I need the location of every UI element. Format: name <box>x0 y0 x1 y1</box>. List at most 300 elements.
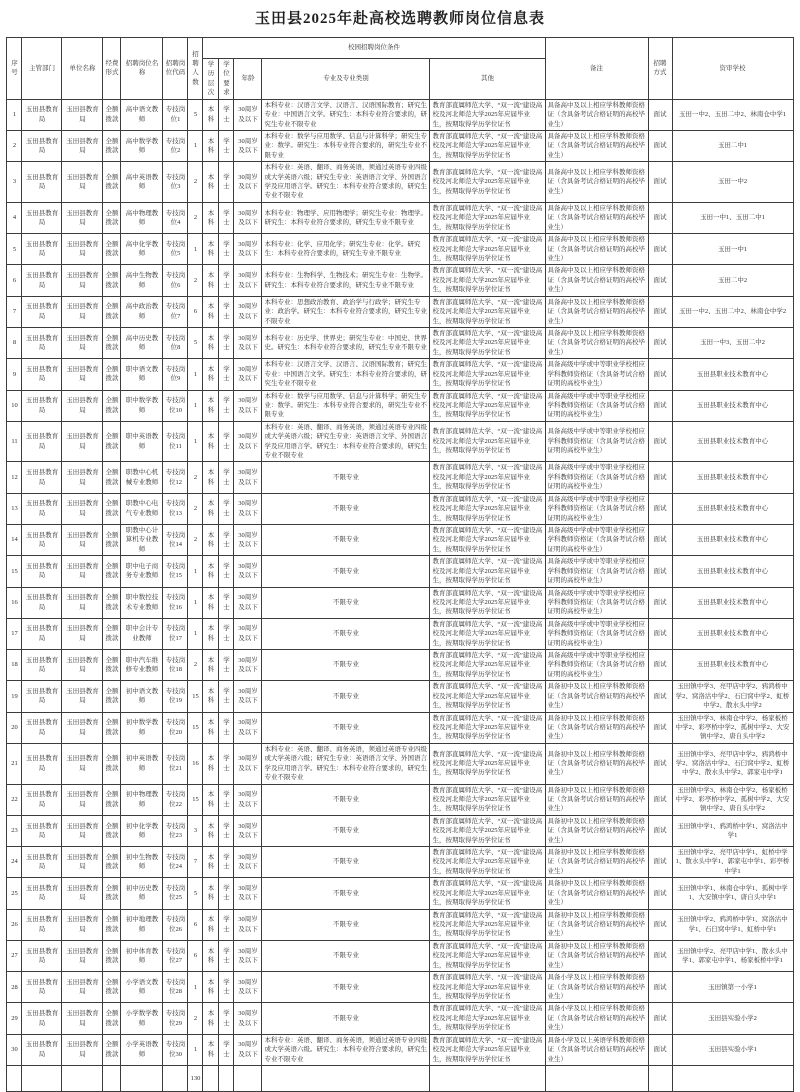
cell-unit: 玉田县教育局 <box>62 712 103 743</box>
cell-remark: 具备初中及以上相应学科教师资格证（含具备考试合格证明的高校毕业生） <box>545 681 648 712</box>
cell-other: 教育部直属师范大学、“双一流”建设高校及河北师范大学2025年应届毕业生，按期取得学历学位证书 <box>430 390 545 421</box>
cell-unit: 玉田县教育局 <box>62 234 103 265</box>
cell-degree: 学士 <box>219 556 234 587</box>
cell-degree: 学士 <box>219 878 234 909</box>
cell-method: 面试 <box>648 1034 672 1065</box>
cell-no: 17 <box>7 618 22 649</box>
cell-school: 玉田县职业技术教育中心 <box>672 556 793 587</box>
cell-unit: 玉田县教育局 <box>62 99 103 130</box>
cell-no: 6 <box>7 265 22 296</box>
col-header-age: 年龄 <box>234 59 262 100</box>
cell-age: 30周岁及以下 <box>234 847 262 878</box>
cell-major: 本科专业：英语、翻译、商务英语，须通过英语专业四级或大学英语六级。研究生：本科专业符合要求的，研究生专业不限专业 <box>262 1034 430 1065</box>
cell-fund: 全额拨款 <box>103 1034 121 1065</box>
cell-dept: 玉田县教育局 <box>22 972 62 1003</box>
cell-remark: 具备高级中学或中等职业学校相应学科教师资格证（含具备考试合格证明的高校毕业生） <box>545 493 648 524</box>
cell-name: 职中会计专业教师 <box>121 618 163 649</box>
cell-major: 不限专业 <box>262 815 430 846</box>
cell-remark: 具备高级中学或中等职业学校相应学科教师资格证（含具备考试合格证明的高校毕业生） <box>545 462 648 493</box>
cell-age: 30周岁及以下 <box>234 493 262 524</box>
cell-degree: 学士 <box>219 390 234 421</box>
cell-age: 30周岁及以下 <box>234 265 262 296</box>
cell-unit: 玉田县教育局 <box>62 1003 103 1034</box>
cell-school: 玉田二中2 <box>672 265 793 296</box>
cell-dept: 玉田县教育局 <box>22 524 62 555</box>
cell-dept: 玉田县教育局 <box>22 878 62 909</box>
cell-method: 面试 <box>648 202 672 233</box>
cell-code: 专技岗位4 <box>163 202 188 233</box>
cell-other: 教育部直属师范大学、“双一流”建设高校及河北师范大学2025年应届毕业生，按期取得学历学位证书 <box>430 556 545 587</box>
cell-school: 玉田一中3、玉田二中2 <box>672 327 793 358</box>
table-body <box>7 99 793 1065</box>
cell-name: 初中地理教师 <box>121 909 163 940</box>
table-row <box>7 265 793 296</box>
cell-age: 30周岁及以下 <box>234 327 262 358</box>
cell-count: 2 <box>188 650 203 681</box>
cell-fund: 全额拨款 <box>103 556 121 587</box>
cell-count: 3 <box>188 815 203 846</box>
cell-fund: 全额拨款 <box>103 650 121 681</box>
cell-code: 专技岗位21 <box>163 743 188 784</box>
cell-other: 教育部直属师范大学、“双一流”建设高校及河北师范大学2025年应届毕业生，按期取得学历学位证书 <box>430 815 545 846</box>
total-empty-cell <box>203 1065 219 1091</box>
cell-method: 面试 <box>648 162 672 203</box>
cell-major: 不限专业 <box>262 847 430 878</box>
total-empty-cell <box>22 1065 62 1091</box>
cell-count: 5 <box>188 878 203 909</box>
cell-major: 本科专业：思想政治教育、政治学与行政学；研究生专业：政治学。研究生：本科专业符合要求的，研究生专业不限专业 <box>262 296 430 327</box>
cell-fund: 全额拨款 <box>103 909 121 940</box>
cell-code: 专技岗位16 <box>163 587 188 618</box>
cell-fund: 全额拨款 <box>103 878 121 909</box>
col-header-other: 其他 <box>430 59 545 100</box>
col-header-major: 专业及专业类别 <box>262 59 430 100</box>
cell-count: 6 <box>188 909 203 940</box>
cell-age: 30周岁及以下 <box>234 1034 262 1065</box>
cell-name: 职中数控技术专业教师 <box>121 587 163 618</box>
cell-method: 面试 <box>648 390 672 421</box>
cell-major: 本科专业：生物科学、生物技术；研究生专业：生物学。研究生：本科专业符合要求的，研究生专业不限专业 <box>262 265 430 296</box>
cell-fund: 全额拨款 <box>103 681 121 712</box>
cell-other: 教育部直属师范大学、“双一流”建设高校及河北师范大学2025年应届毕业生，按期取得学历学位证书 <box>430 524 545 555</box>
cell-no: 10 <box>7 390 22 421</box>
cell-school: 玉田一中2 <box>672 162 793 203</box>
cell-count: 15 <box>188 681 203 712</box>
cell-dept: 玉田县教育局 <box>22 909 62 940</box>
cell-other: 教育部直属师范大学、“双一流”建设高校及河北师范大学2025年应届毕业生，按期取得学历学位证书 <box>430 296 545 327</box>
cell-name: 初中体育教师 <box>121 940 163 971</box>
cell-code: 专技岗位12 <box>163 462 188 493</box>
cell-method: 面试 <box>648 712 672 743</box>
cell-method: 面试 <box>648 650 672 681</box>
total-empty-cell <box>545 1065 648 1091</box>
cell-name: 高中数学教师 <box>121 130 163 161</box>
cell-other: 教育部直属师范大学、“双一流”建设高校及河北师范大学2025年应届毕业生，按期取得学历学位证书 <box>430 743 545 784</box>
cell-other: 教育部直属师范大学、“双一流”建设高校及河北师范大学2025年应届毕业生，按期取得学历学位证书 <box>430 421 545 462</box>
cell-remark: 具备小学及以上英语学科教师资格证（含具备考试合格证明的高校毕业生） <box>545 1034 648 1065</box>
cell-remark: 具备高级中学或中等职业学校相应学科教师资格证（含具备考试合格证明的高校毕业生） <box>545 587 648 618</box>
cell-remark: 具备高级中学或中等职业学校相应学科教师资格证（含具备考试合格证明的高校毕业生） <box>545 359 648 390</box>
cell-remark: 具备高级中学或中等职业学校相应学科教师资格证（含具备考试合格证明的高校毕业生） <box>545 556 648 587</box>
cell-method: 面试 <box>648 556 672 587</box>
cell-count: 1 <box>188 556 203 587</box>
cell-name: 小学语文教师 <box>121 972 163 1003</box>
cell-school: 玉田县职业技术教育中心 <box>672 524 793 555</box>
cell-dept: 玉田县教育局 <box>22 556 62 587</box>
table-header <box>7 38 793 100</box>
cell-dept: 玉田县教育局 <box>22 265 62 296</box>
cell-dept: 玉田县教育局 <box>22 1034 62 1065</box>
cell-edu: 本科 <box>203 202 219 233</box>
cell-unit: 玉田县教育局 <box>62 462 103 493</box>
cell-school: 玉田一中1、玉田二中1 <box>672 202 793 233</box>
cell-code: 专技岗位15 <box>163 556 188 587</box>
cell-edu: 本科 <box>203 162 219 203</box>
cell-method: 面试 <box>648 1003 672 1034</box>
col-header-remark: 备注 <box>545 38 648 100</box>
cell-name: 职中语文教师 <box>121 359 163 390</box>
cell-unit: 玉田县教育局 <box>62 1034 103 1065</box>
col-header-position-name: 招聘岗位名称 <box>121 38 163 100</box>
cell-name: 高中英语教师 <box>121 162 163 203</box>
cell-count: 2 <box>188 524 203 555</box>
cell-name: 职中英语教师 <box>121 421 163 462</box>
cell-count: 1 <box>188 1034 203 1065</box>
cell-remark: 具备高中及以上相应学科教师资格证（含具备考试合格证明的高校毕业生） <box>545 202 648 233</box>
cell-school: 玉田县实验小学1 <box>672 1034 793 1065</box>
col-header-dept: 主管部门 <box>22 38 62 100</box>
cell-code: 专技岗位22 <box>163 784 188 815</box>
cell-unit: 玉田县教育局 <box>62 162 103 203</box>
cell-name: 初中物理教师 <box>121 784 163 815</box>
cell-remark: 具备高中及以上相应学科教师资格证（含具备考试合格证明的高校毕业生） <box>545 296 648 327</box>
cell-count: 2 <box>188 462 203 493</box>
table-row <box>7 390 793 421</box>
cell-name: 职中数学教师 <box>121 390 163 421</box>
col-header-no: 序号 <box>7 38 22 100</box>
cell-edu: 本科 <box>203 234 219 265</box>
cell-other: 教育部直属师范大学、“双一流”建设高校及河北师范大学2025年应届毕业生，按期取得学历学位证书 <box>430 909 545 940</box>
cell-unit: 玉田县教育局 <box>62 202 103 233</box>
cell-fund: 全额拨款 <box>103 234 121 265</box>
table-row <box>7 99 793 130</box>
cell-method: 面试 <box>648 909 672 940</box>
cell-major: 不限专业 <box>262 1003 430 1034</box>
cell-school: 玉田镇中学3、亮甲店中学2、鸦鸿桥中学2、窝洛沽中学2、石臼窝中学2、虹桥中学2、散水头中学2 <box>672 681 793 712</box>
cell-degree: 学士 <box>219 743 234 784</box>
cell-edu: 本科 <box>203 743 219 784</box>
cell-edu: 本科 <box>203 847 219 878</box>
cell-school: 玉田镇中学2、亮甲店中学1、虹桥中学1、散水头中学1、郭家屯中学1、彩亭桥中学1 <box>672 847 793 878</box>
cell-no: 7 <box>7 296 22 327</box>
cell-fund: 全额拨款 <box>103 265 121 296</box>
col-header-count: 招聘人数 <box>188 38 203 100</box>
cell-unit: 玉田县教育局 <box>62 524 103 555</box>
cell-age: 30周岁及以下 <box>234 162 262 203</box>
cell-degree: 学士 <box>219 296 234 327</box>
cell-age: 30周岁及以下 <box>234 524 262 555</box>
cell-major: 不限专业 <box>262 909 430 940</box>
cell-no: 11 <box>7 421 22 462</box>
cell-degree: 学士 <box>219 421 234 462</box>
cell-fund: 全额拨款 <box>103 390 121 421</box>
cell-remark: 具备小学及以上相应学科教师资格证（含具备考试合格证明的高校毕业生） <box>545 1003 648 1034</box>
table-row <box>7 202 793 233</box>
cell-count: 15 <box>188 712 203 743</box>
cell-degree: 学士 <box>219 162 234 203</box>
cell-school: 玉田镇中学3、林南仓中学2、杨家板桥中学2、彩亭桥中学2、孤树中学2、大安镇中学2、唐自头中学2 <box>672 784 793 815</box>
cell-school: 玉田一中2、玉田二中2、林南仓中学2 <box>672 296 793 327</box>
cell-code: 专技岗位14 <box>163 524 188 555</box>
cell-remark: 具备高级中学或中等职业学校相应学科教师资格证（含具备考试合格证明的高校毕业生） <box>545 650 648 681</box>
cell-major: 不限专业 <box>262 972 430 1003</box>
cell-method: 面试 <box>648 462 672 493</box>
cell-remark: 具备高级中学或中等职业学校相应学科教师资格证（含具备考试合格证明的高校毕业生） <box>545 421 648 462</box>
cell-method: 面试 <box>648 618 672 649</box>
cell-age: 30周岁及以下 <box>234 815 262 846</box>
cell-count: 1 <box>188 234 203 265</box>
cell-no: 14 <box>7 524 22 555</box>
cell-other: 教育部直属师范大学、“双一流”建设高校及河北师范大学2025年应届毕业生，按期取得学历学位证书 <box>430 650 545 681</box>
table-row <box>7 681 793 712</box>
table-row <box>7 712 793 743</box>
cell-no: 30 <box>7 1034 22 1065</box>
cell-no: 29 <box>7 1003 22 1034</box>
cell-other: 教育部直属师范大学、“双一流”建设高校及河北师范大学2025年应届毕业生，按期取得学历学位证书 <box>430 234 545 265</box>
table-row <box>7 743 793 784</box>
cell-name: 小学数学教师 <box>121 1003 163 1034</box>
cell-code: 专技岗位28 <box>163 972 188 1003</box>
cell-name: 初中历史教师 <box>121 878 163 909</box>
col-header-education: 学历层次 <box>203 59 219 100</box>
cell-school: 玉田镇第一小学1 <box>672 972 793 1003</box>
cell-school: 玉田县职业技术教育中心 <box>672 650 793 681</box>
cell-school: 玉田镇中学1、鸦鸿桥中学1、窝洛沽中学1 <box>672 815 793 846</box>
cell-method: 面试 <box>648 99 672 130</box>
cell-edu: 本科 <box>203 130 219 161</box>
cell-edu: 本科 <box>203 712 219 743</box>
cell-other: 教育部直属师范大学、“双一流”建设高校及河北师范大学2025年应届毕业生，按期取得学历学位证书 <box>430 878 545 909</box>
table-row <box>7 493 793 524</box>
cell-method: 面试 <box>648 524 672 555</box>
cell-degree: 学士 <box>219 618 234 649</box>
cell-no: 12 <box>7 462 22 493</box>
cell-name: 职教中心计算机专业教师 <box>121 524 163 555</box>
table-row <box>7 878 793 909</box>
cell-major: 不限专业 <box>262 784 430 815</box>
table-row <box>7 815 793 846</box>
cell-count: 1 <box>188 359 203 390</box>
cell-dept: 玉田县教育局 <box>22 587 62 618</box>
cell-edu: 本科 <box>203 462 219 493</box>
cell-remark: 具备高中及以上相应学科教师资格证（含具备考试合格证明的高校毕业生） <box>545 265 648 296</box>
cell-degree: 学士 <box>219 234 234 265</box>
cell-fund: 全额拨款 <box>103 972 121 1003</box>
cell-major: 不限专业 <box>262 524 430 555</box>
cell-no: 26 <box>7 909 22 940</box>
cell-other: 教育部直属师范大学、“双一流”建设高校及河北师范大学2025年应届毕业生，按期取得学历学位证书 <box>430 784 545 815</box>
cell-fund: 全额拨款 <box>103 327 121 358</box>
cell-other: 教育部直属师范大学、“双一流”建设高校及河北师范大学2025年应届毕业生，按期取得学历学位证书 <box>430 972 545 1003</box>
cell-school: 玉田县职业技术教育中心 <box>672 421 793 462</box>
cell-unit: 玉田县教育局 <box>62 327 103 358</box>
cell-other: 教育部直属师范大学、“双一流”建设高校及河北师范大学2025年应届毕业生，按期取得学历学位证书 <box>430 940 545 971</box>
cell-method: 面试 <box>648 327 672 358</box>
cell-count: 2 <box>188 265 203 296</box>
cell-method: 面试 <box>648 234 672 265</box>
table-row <box>7 909 793 940</box>
cell-edu: 本科 <box>203 681 219 712</box>
cell-name: 职中电子商务专业教师 <box>121 556 163 587</box>
cell-degree: 学士 <box>219 681 234 712</box>
cell-code: 专技岗位5 <box>163 234 188 265</box>
cell-name: 初中数学教师 <box>121 712 163 743</box>
cell-code: 专技岗位7 <box>163 296 188 327</box>
cell-other: 教育部直属师范大学、“双一流”建设高校及河北师范大学2025年应届毕业生，按期取得学历学位证书 <box>430 587 545 618</box>
table-row <box>7 462 793 493</box>
cell-unit: 玉田县教育局 <box>62 587 103 618</box>
cell-no: 1 <box>7 99 22 130</box>
cell-degree: 学士 <box>219 784 234 815</box>
cell-code: 专技岗位3 <box>163 162 188 203</box>
cell-code: 专技岗位1 <box>163 99 188 130</box>
cell-school: 玉田县职业技术教育中心 <box>672 359 793 390</box>
cell-remark: 具备初中及以上相应学科教师资格证（含具备考试合格证明的高校毕业生） <box>545 847 648 878</box>
cell-age: 30周岁及以下 <box>234 556 262 587</box>
cell-degree: 学士 <box>219 847 234 878</box>
cell-fund: 全额拨款 <box>103 743 121 784</box>
cell-school: 玉田镇中学1、林南仓中学1、孤树中学1、大安镇中学1、唐自头中学1 <box>672 878 793 909</box>
cell-count: 6 <box>188 296 203 327</box>
cell-fund: 全额拨款 <box>103 130 121 161</box>
table-row <box>7 940 793 971</box>
cell-age: 30周岁及以下 <box>234 390 262 421</box>
table-row <box>7 524 793 555</box>
cell-code: 专技岗位11 <box>163 421 188 462</box>
col-header-unit: 单位名称 <box>62 38 103 100</box>
cell-remark: 具备高中及以上相应学科教师资格证（含具备考试合格证明的高校毕业生） <box>545 327 648 358</box>
cell-other: 教育部直属师范大学、“双一流”建设高校及河北师范大学2025年应届毕业生，按期取得学历学位证书 <box>430 99 545 130</box>
cell-edu: 本科 <box>203 618 219 649</box>
cell-dept: 玉田县教育局 <box>22 202 62 233</box>
cell-age: 30周岁及以下 <box>234 784 262 815</box>
cell-school: 玉田镇中学2、亮甲店中学1、散水头中学1、郭家屯中学1、杨家板桥中学1 <box>672 940 793 971</box>
table-row <box>7 327 793 358</box>
cell-count: 1 <box>188 587 203 618</box>
cell-count: 7 <box>188 847 203 878</box>
cell-dept: 玉田县教育局 <box>22 462 62 493</box>
cell-code: 专技岗位10 <box>163 390 188 421</box>
cell-remark: 具备高中及以上相应学科教师资格证（含具备考试合格证明的高校毕业生） <box>545 162 648 203</box>
cell-method: 面试 <box>648 847 672 878</box>
table-row <box>7 556 793 587</box>
cell-age: 30周岁及以下 <box>234 712 262 743</box>
cell-count: 2 <box>188 202 203 233</box>
cell-name: 初中语文教师 <box>121 681 163 712</box>
cell-major: 本科专业：数学与应用数学、信息与计算科学；研究生专业：数学。研究生：本科专业符合要求的，研究生专业不限专业 <box>262 130 430 161</box>
cell-count: 2 <box>188 493 203 524</box>
cell-major: 不限专业 <box>262 462 430 493</box>
cell-edu: 本科 <box>203 878 219 909</box>
cell-major: 本科专业：汉语言文学、汉语言、汉语国际教育；研究生专业：中国语言文学。研究生：本科专业符合要求的，研究生专业不限专业 <box>262 99 430 130</box>
cell-code: 专技岗位19 <box>163 681 188 712</box>
cell-dept: 玉田县教育局 <box>22 130 62 161</box>
cell-code: 专技岗位29 <box>163 1003 188 1034</box>
cell-unit: 玉田县教育局 <box>62 421 103 462</box>
table-row <box>7 234 793 265</box>
cell-degree: 学士 <box>219 524 234 555</box>
cell-other: 教育部直属师范大学、“双一流”建设高校及河北师范大学2025年应届毕业生，按期取得学历学位证书 <box>430 618 545 649</box>
col-header-fund: 经费形式 <box>103 38 121 100</box>
cell-major: 本科专业：英语、翻译、商务英语，须通过英语专业四级或大学英语六级；研究生专业：英语语言文学、外国语言学及应用语言学。研究生：本科专业符合要求的，研究生专业不限专业 <box>262 421 430 462</box>
cell-remark: 具备高级中学或中等职业学校相应学科教师资格证（含具备考试合格证明的高校毕业生） <box>545 524 648 555</box>
table-row <box>7 650 793 681</box>
cell-edu: 本科 <box>203 296 219 327</box>
cell-other: 教育部直属师范大学、“双一流”建设高校及河北师范大学2025年应届毕业生，按期取得学历学位证书 <box>430 1034 545 1065</box>
cell-method: 面试 <box>648 784 672 815</box>
cell-degree: 学士 <box>219 202 234 233</box>
cell-edu: 本科 <box>203 524 219 555</box>
cell-degree: 学士 <box>219 972 234 1003</box>
cell-edu: 本科 <box>203 265 219 296</box>
cell-degree: 学士 <box>219 587 234 618</box>
cell-school: 玉田一中1 <box>672 234 793 265</box>
cell-edu: 本科 <box>203 650 219 681</box>
total-empty-cell <box>262 1065 430 1091</box>
cell-unit: 玉田县教育局 <box>62 784 103 815</box>
cell-major: 不限专业 <box>262 493 430 524</box>
cell-dept: 玉田县教育局 <box>22 743 62 784</box>
cell-remark: 具备初中及以上相应学科教师资格证（含具备考试合格证明的高校毕业生） <box>545 909 648 940</box>
cell-fund: 全额拨款 <box>103 296 121 327</box>
cell-dept: 玉田县教育局 <box>22 327 62 358</box>
cell-fund: 全额拨款 <box>103 462 121 493</box>
cell-degree: 学士 <box>219 493 234 524</box>
cell-age: 30周岁及以下 <box>234 296 262 327</box>
cell-fund: 全额拨款 <box>103 618 121 649</box>
cell-code: 专技岗位2 <box>163 130 188 161</box>
cell-school: 玉田县实验小学2 <box>672 1003 793 1034</box>
cell-name: 高中历史教师 <box>121 327 163 358</box>
cell-remark: 具备初中及以上相应学科教师资格证（含具备考试合格证明的高校毕业生） <box>545 878 648 909</box>
cell-degree: 学士 <box>219 1034 234 1065</box>
cell-fund: 全额拨款 <box>103 162 121 203</box>
cell-dept: 玉田县教育局 <box>22 940 62 971</box>
cell-major: 不限专业 <box>262 681 430 712</box>
cell-unit: 玉田县教育局 <box>62 878 103 909</box>
cell-method: 面试 <box>648 296 672 327</box>
cell-name: 小学英语教师 <box>121 1034 163 1065</box>
cell-fund: 全额拨款 <box>103 587 121 618</box>
total-count-value: 130 <box>188 1065 203 1091</box>
table-row <box>7 359 793 390</box>
cell-degree: 学士 <box>219 940 234 971</box>
cell-unit: 玉田县教育局 <box>62 847 103 878</box>
cell-count: 15 <box>188 784 203 815</box>
cell-unit: 玉田县教育局 <box>62 296 103 327</box>
cell-edu: 本科 <box>203 784 219 815</box>
cell-method: 面试 <box>648 940 672 971</box>
cell-major: 不限专业 <box>262 940 430 971</box>
cell-dept: 玉田县教育局 <box>22 359 62 390</box>
cell-degree: 学士 <box>219 99 234 130</box>
cell-unit: 玉田县教育局 <box>62 681 103 712</box>
table-row <box>7 784 793 815</box>
cell-code: 专技岗位25 <box>163 878 188 909</box>
cell-edu: 本科 <box>203 1034 219 1065</box>
total-empty-cell <box>648 1065 672 1091</box>
cell-fund: 全额拨款 <box>103 712 121 743</box>
